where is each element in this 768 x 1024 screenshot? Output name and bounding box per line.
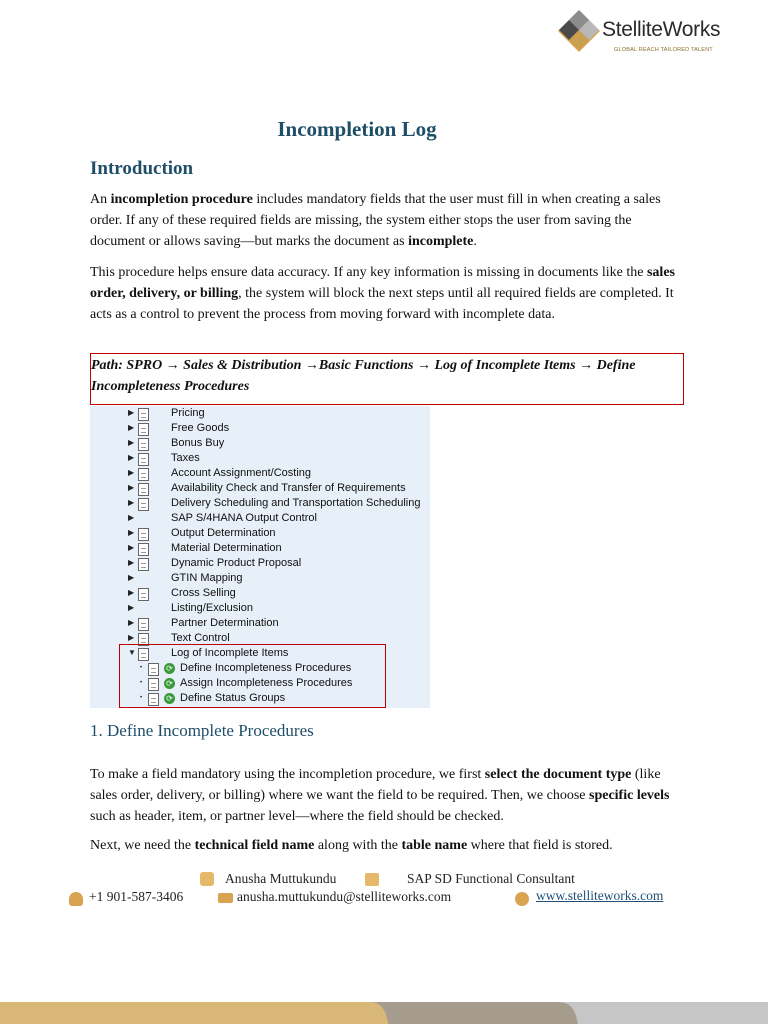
bold-text: table name [401,838,468,853]
tree-node[interactable] [90,437,430,452]
page-title: Incompletion Log [277,117,437,141]
expand-arrow-icon[interactable]: ▶ [128,573,135,582]
expand-arrow-icon[interactable]: ▶ [128,543,135,552]
tree-node[interactable] [90,422,430,437]
text-run: along with the [314,838,402,853]
tree-node[interactable] [90,497,430,512]
tree-node[interactable] [90,527,430,542]
document-icon [138,408,149,421]
tree-node[interactable] [90,557,430,572]
tree-node-label: Material Determination [171,542,282,554]
execute-icon[interactable]: ⟳ [164,693,175,704]
text-run: includes mandatory fields that the user must fill in when creating a sales order. If any of these required fields are missing, the system either stops the user from saving the document or allows saving—but marks the document as [90,192,661,249]
section-1-heading: 1. Define Incomplete Procedures [90,721,314,740]
section-1-paragraph-1 [90,764,690,827]
bullet-icon: • [140,680,143,686]
expand-arrow-icon[interactable]: ▶ [128,528,135,537]
tree-subnode-label: Define Status Groups [180,692,286,704]
bold-text: incomplete [408,234,474,249]
company-logo [556,6,736,58]
tree-node-label: Text Control [171,632,230,644]
tree-node-label: Cross Selling [171,587,236,599]
expand-arrow-icon[interactable]: ▶ [128,453,135,462]
bold-text: sales order, delivery, or billing [90,265,675,301]
expand-arrow-icon[interactable]: ▶ [128,483,135,492]
introduction-heading: Introduction [90,158,194,179]
tree-highlight-box [119,644,386,708]
tree-node-label: Delivery Scheduling and Transportation Scheduling [171,497,421,509]
document-icon [138,498,149,511]
text-run: This procedure helps ensure data accuracy. If any key information is missing in documents like the [90,265,647,280]
tree-node[interactable] [90,542,430,557]
expand-arrow-icon[interactable]: ▶ [128,618,135,627]
bullet-icon: • [140,665,143,671]
document-icon [138,618,149,631]
expand-arrow-icon[interactable]: ▶ [128,423,135,432]
person-icon [200,872,214,886]
text-run: Next, we need the [90,838,195,853]
expand-arrow-icon[interactable]: ▶ [128,603,135,612]
tree-node-label: Account Assignment/Costing [171,467,312,479]
collapse-arrow-icon[interactable]: ▼ [128,648,136,657]
document-icon [138,468,149,481]
globe-icon [515,892,529,906]
document-icon [138,543,149,556]
text-run: such as header, item, or partner level—where the field should be checked. [90,809,504,824]
tree-node-label: Listing/Exclusion [171,602,253,614]
tree-node-label: Pricing [171,407,205,419]
tree-node[interactable] [90,572,430,587]
text-run: To make a field mandatory using the incompletion procedure, we first [90,767,485,782]
tree-node[interactable] [90,452,430,467]
document-icon [138,453,149,466]
tree-node-label: Free Goods [171,422,230,434]
tree-node-label: Output Determination [171,527,276,539]
author-role: SAP SD Functional Consultant [407,871,575,886]
tree-node[interactable] [90,617,430,632]
email-address: anusha.muttukundu@stelliteworks.com [237,889,452,904]
tree-node[interactable] [90,482,430,497]
document-icon [138,423,149,436]
document-icon [138,558,149,571]
document-icon [138,588,149,601]
expand-arrow-icon[interactable]: ▶ [128,633,135,642]
bold-text: incompletion procedure [110,192,253,207]
diamond-logo-icon [556,8,602,54]
tree-node-label: Dynamic Product Proposal [171,557,302,569]
bold-text: specific levels [589,788,670,803]
text-run: , the system will block the next steps until all required fields are completed. It acts as a control to prevent the process from moving forward with incomplete data. [90,286,674,322]
tree-node-label: Partner Determination [171,617,279,629]
path-line-2: Incompleteness Procedures [91,379,250,394]
execute-icon[interactable]: ⟳ [164,678,175,689]
tree-subnode-label: Define Incompleteness Procedures [180,662,352,674]
path-line-1: Path: SPRO → Sales & Distribution →Basic Functions → Log of Incomplete Items → Define [91,358,636,373]
text-run: An [90,192,111,207]
tree-node[interactable] [90,587,430,602]
tree-subnode-label: Assign Incompleteness Procedures [180,677,353,689]
footer-decorative-bar [0,1000,768,1024]
expand-arrow-icon[interactable]: ▶ [128,498,135,507]
bold-text: technical field name [194,838,315,853]
tree-node[interactable] [90,512,430,527]
text-run: where that field is stored. [467,838,613,853]
mail-icon [218,893,233,903]
expand-arrow-icon[interactable]: ▶ [128,558,135,567]
tree-node-label: SAP S/4HANA Output Control [171,512,317,524]
author-name: Anusha Muttukundu [225,871,337,886]
tree-node-label: Taxes [171,452,200,464]
section-1-paragraph-2 [90,835,690,856]
document-icon [138,438,149,451]
phone-number: +1 901-587-3406 [89,889,184,904]
tree-node-label: GTIN Mapping [171,572,243,584]
document-icon [138,483,149,496]
expand-arrow-icon[interactable]: ▶ [128,438,135,447]
bullet-icon: • [140,695,143,701]
intro-paragraph-1 [90,189,690,252]
tree-node[interactable] [90,407,430,422]
expand-arrow-icon[interactable]: ▶ [128,408,135,417]
tree-node[interactable] [90,602,430,617]
website-link[interactable]: www.stelliteworks.com [536,888,664,903]
expand-arrow-icon[interactable]: ▶ [128,513,135,522]
logo-tagline: GLOBAL REACH TAILORED TALENT [614,47,713,53]
expand-arrow-icon[interactable]: ▶ [128,468,135,477]
logo-name: StelliteWorks [602,18,721,41]
tree-node[interactable] [90,467,430,482]
bold-text: select the document type [484,767,632,782]
tree-node-label: Log of Incomplete Items [171,647,289,659]
briefcase-icon [365,873,379,886]
tree-node-label: Bonus Buy [171,437,225,449]
path-callout [90,353,684,405]
document-icon [138,528,149,541]
intro-paragraph-2 [90,262,690,325]
tree-node-label: Availability Check and Transfer of Requirements [171,482,406,494]
expand-arrow-icon[interactable]: ▶ [128,588,135,597]
execute-icon[interactable]: ⟳ [164,663,175,674]
text-run: . [473,234,477,249]
text-run: (like sales order, delivery, or billing) where we want the field to be required. Then, we choose [90,767,661,803]
phone-icon [69,892,83,906]
